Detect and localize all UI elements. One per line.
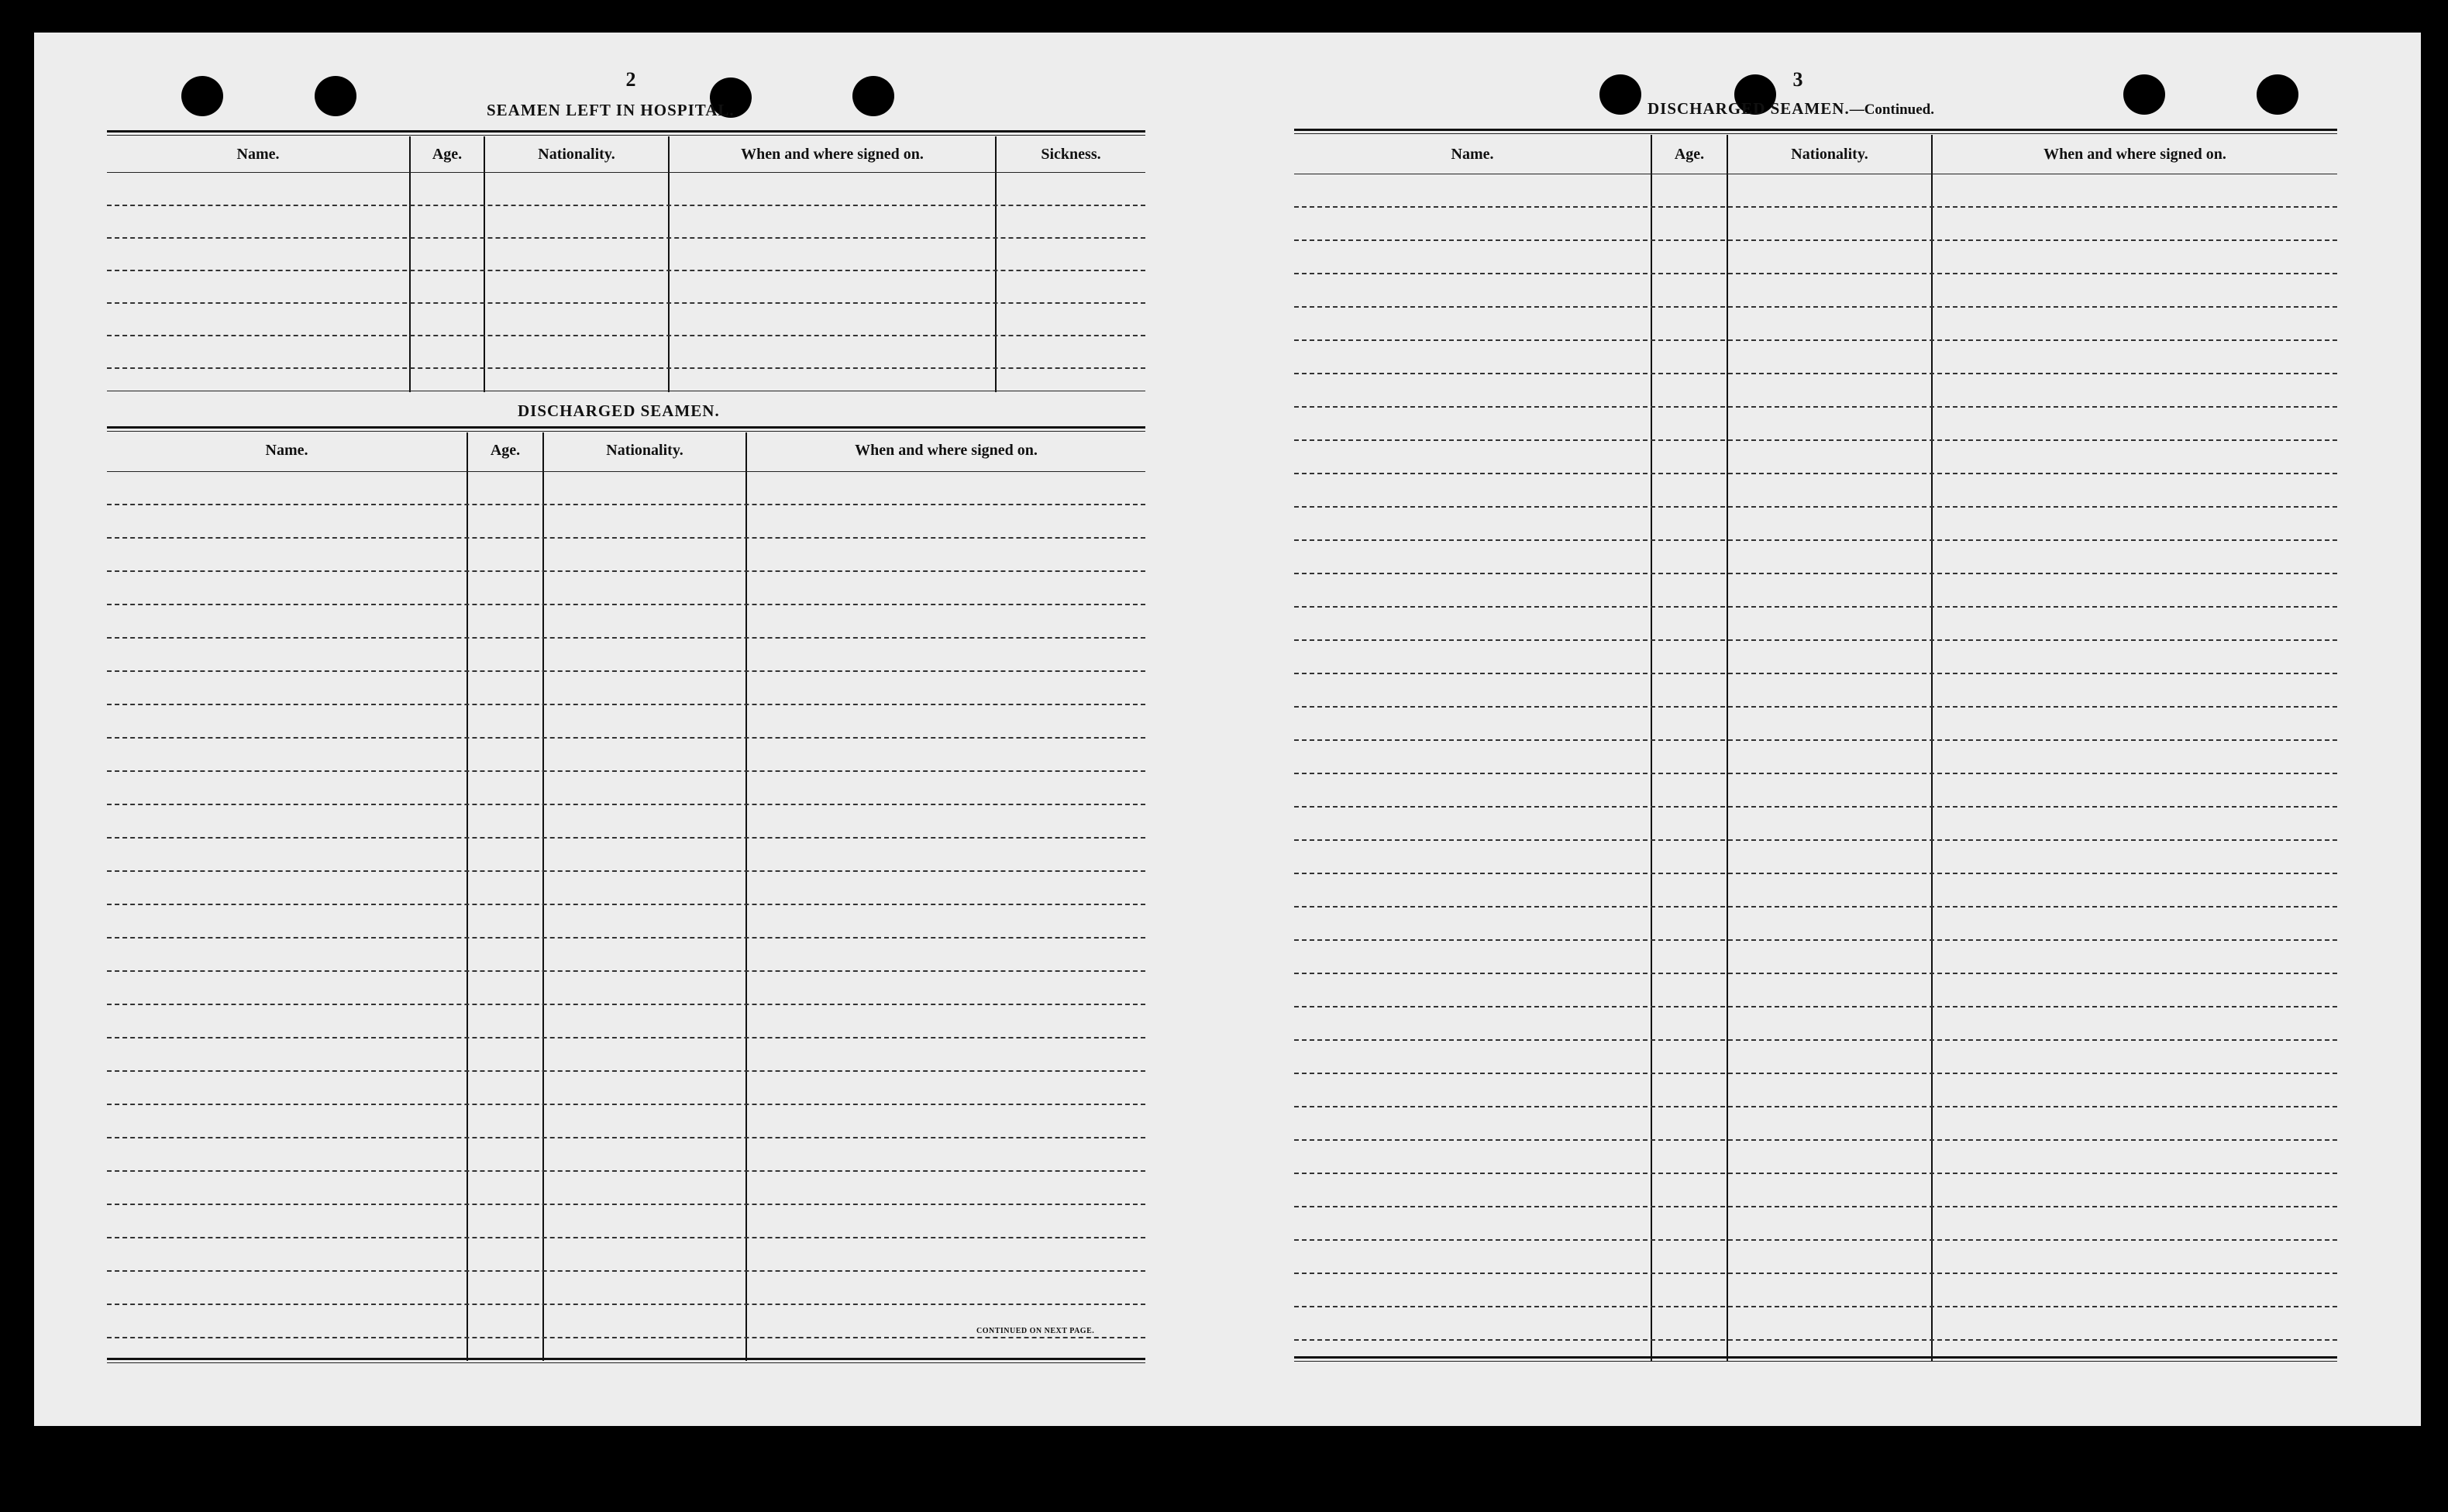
- blank-entry-line: [1294, 839, 2337, 841]
- discharged-table-continued: [1294, 129, 2337, 1366]
- blank-entry-line: [107, 837, 1145, 839]
- blank-entry-line: [107, 704, 1145, 705]
- hospital-section-title: SEAMEN LEFT IN HOSPITAL.: [487, 101, 735, 119]
- page-number: 2: [625, 68, 636, 91]
- blank-entry-line: [107, 1037, 1145, 1038]
- column-header-name: Name.: [265, 442, 308, 459]
- blank-entry-line: [107, 770, 1145, 772]
- discharged-continued-title: [1647, 99, 1934, 119]
- blank-entry-line: [107, 804, 1145, 805]
- blank-entry-line: [1294, 473, 2337, 474]
- blank-entry-line: [1294, 673, 2337, 674]
- hospital-table: [107, 130, 1145, 394]
- blank-entry-line: [1294, 773, 2337, 774]
- right-page: [1294, 33, 2379, 1426]
- blank-entry-line: [107, 1337, 1145, 1338]
- blank-entry-line: [107, 670, 1145, 672]
- blank-entry-line: [1294, 373, 2337, 374]
- column-header-name: Name.: [236, 146, 280, 163]
- discharged-table: [107, 426, 1145, 1367]
- blank-entry-line: [1294, 939, 2337, 941]
- column-header-nationality: Nationality.: [538, 146, 615, 163]
- blank-entry-line: [1294, 739, 2337, 741]
- blank-entry-line: [107, 570, 1145, 572]
- blank-entry-line: [107, 537, 1145, 539]
- blank-entry-line: [1294, 1039, 2337, 1041]
- blank-entry-line: [1294, 273, 2337, 274]
- blank-entry-line: [1294, 306, 2337, 308]
- blank-entry-line: [1294, 1106, 2337, 1107]
- blank-entry-line: [1294, 1139, 2337, 1141]
- column-header-when-where-signed-on: When and where signed on.: [741, 146, 924, 163]
- continued-note: CONTINUED ON NEXT PAGE.: [976, 1327, 1095, 1335]
- column-header-age: Age.: [1674, 146, 1705, 163]
- title-text: DISCHARGED SEAMEN.: [1647, 99, 1850, 118]
- blank-entry-line: [107, 1170, 1145, 1172]
- column-header-nationality: Nationality.: [1791, 146, 1868, 163]
- blank-entry-line: [1294, 1173, 2337, 1174]
- blank-entry-line: [1294, 573, 2337, 574]
- blank-entry-line: [107, 1104, 1145, 1105]
- blank-entry-line: [1294, 506, 2337, 508]
- blank-entry-line: [1294, 339, 2337, 341]
- title-suffix: —Continued.: [1849, 102, 1934, 118]
- blank-entry-line: [1294, 906, 2337, 908]
- blank-entry-line: [107, 504, 1145, 505]
- blank-entry-line: [107, 737, 1145, 739]
- column-header-sickness: Sickness.: [1041, 146, 1101, 163]
- blank-entry-line: [107, 970, 1145, 972]
- ledger-sheet: [34, 33, 2421, 1426]
- column-header-age: Age.: [432, 146, 463, 163]
- blank-entry-line: [107, 870, 1145, 872]
- blank-entry-line: [107, 1204, 1145, 1205]
- blank-entry-line: [107, 904, 1145, 905]
- blank-entry-line: [107, 637, 1145, 639]
- blank-entry-line: [107, 1137, 1145, 1138]
- blank-entry-line: [1294, 439, 2337, 441]
- blank-entry-line: [1294, 406, 2337, 408]
- blank-entry-line: [1294, 206, 2337, 208]
- blank-entry-line: [107, 937, 1145, 939]
- page-number: 3: [1792, 68, 1803, 91]
- blank-entry-line: [1294, 973, 2337, 974]
- blank-entry-line: [107, 1070, 1145, 1072]
- blank-entry-line: [1294, 1339, 2337, 1341]
- blank-entry-line: [1294, 239, 2337, 241]
- blank-entry-line: [1294, 539, 2337, 541]
- blank-entry-line: [1294, 706, 2337, 708]
- blank-entry-line: [1294, 639, 2337, 641]
- blank-entry-line: [1294, 1206, 2337, 1207]
- left-page: [107, 33, 1181, 1426]
- blank-entry-line: [107, 1004, 1145, 1005]
- blank-entry-line: [107, 604, 1145, 605]
- column-header-age: Age.: [490, 442, 521, 459]
- blank-entry-line: [1294, 606, 2337, 608]
- blank-entry-line: [1294, 1306, 2337, 1307]
- blank-entry-line: [1294, 1239, 2337, 1241]
- column-header-name: Name.: [1451, 146, 1494, 163]
- blank-entry-line: [107, 1304, 1145, 1305]
- blank-entry-line: [107, 1270, 1145, 1272]
- blank-entry-line: [1294, 1073, 2337, 1074]
- blank-entry-line: [1294, 1006, 2337, 1007]
- column-header-when-where-signed-on: When and where signed on.: [855, 442, 1038, 459]
- blank-entry-line: [1294, 1273, 2337, 1274]
- blank-entry-line: [107, 1237, 1145, 1238]
- blank-entry-line: [1294, 873, 2337, 874]
- column-header-nationality: Nationality.: [606, 442, 683, 459]
- discharged-section-title: DISCHARGED SEAMEN.: [518, 401, 720, 420]
- blank-entry-line: [1294, 806, 2337, 808]
- column-header-when-where-signed-on: When and where signed on.: [2043, 146, 2226, 163]
